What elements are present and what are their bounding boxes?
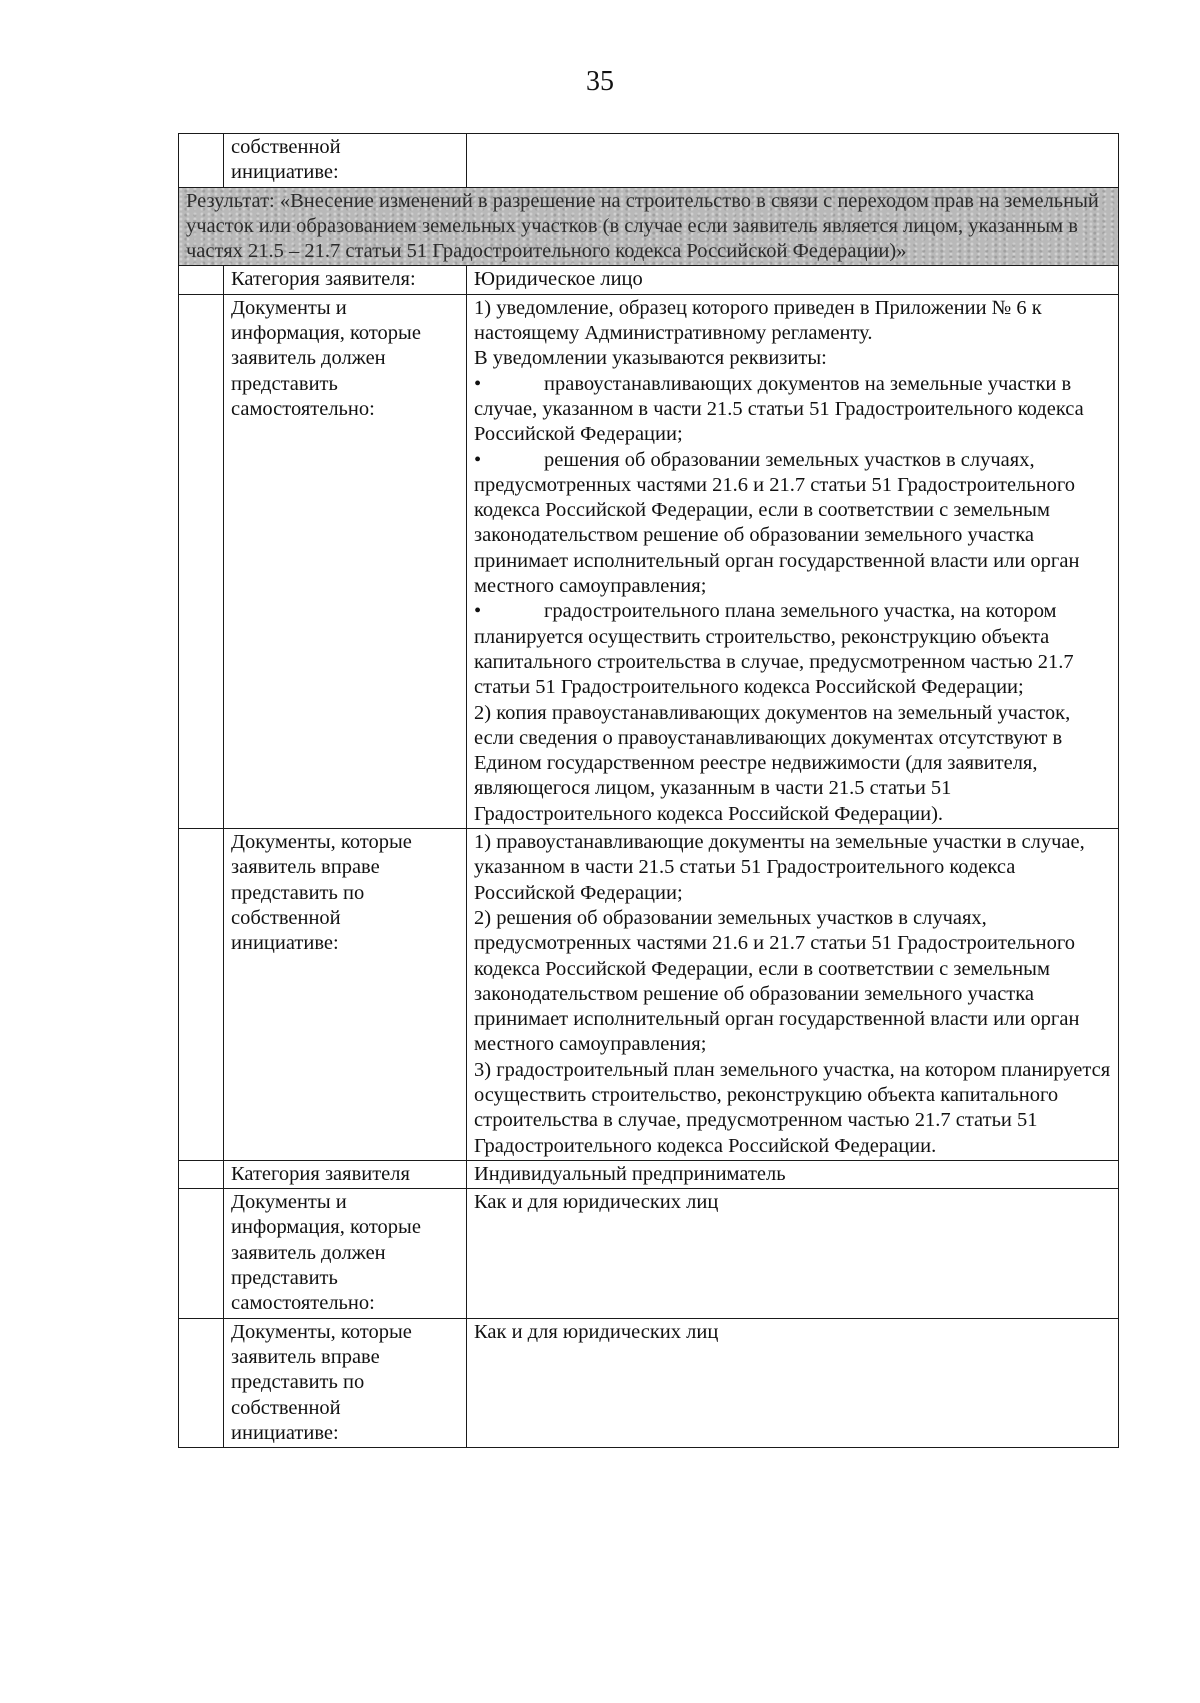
continued-row-label-text: собственной инициативе: <box>231 136 341 184</box>
result-header-text: Результат: «Внесение изменений в разрешение на строительство в связи с переходом прав на земельный участок или образованием земельных участков (в случае если заявитель является лицом, указанным в частях 21.5 – 21.7 статьи 51 Градостроительного кодекса Российской Федерации)» <box>186 189 1099 263</box>
category-label: Категория заявителя <box>224 1160 467 1188</box>
optional-docs-value: 1) правоустанавливающие документы на земельные участки в случае, указанном в части 21.5 статьи 51 Градостроительного кодекса Российской Федерации; 2) решения об образовании земельных участков в случаях, предусмотренных частями 21.6 и 21.7 статьи 51 Градостроительного кодекса Российской Федерации, если в соответствии с земельным законодательством решение об образовании земельного участка принимает исполнительный орган государственной власти или орган местного самоуправления; 3) градостроительный план земельного участка, на котором планируется осуществить строительство, реконструкцию объекта капитального строительства в случае, предусмотренном частью 21.7 статьи 51 Градостроительного кодекса Российской Федерации. <box>467 829 1119 1161</box>
category-label: Категория заявителя: <box>224 266 467 294</box>
category-row <box>179 1160 1119 1188</box>
page-number: 35 <box>586 66 614 97</box>
required-docs-row <box>179 1189 1119 1318</box>
empty-index-cell <box>179 294 224 828</box>
required-docs-row <box>179 294 1119 828</box>
required-docs-label: Документы и информация, которые заявитель должен представить самостоятельно: <box>224 294 467 828</box>
empty-index-cell <box>179 829 224 1161</box>
optional-docs-row <box>179 829 1119 1161</box>
category-value: Индивидуальный предприниматель <box>467 1160 1119 1188</box>
required-docs-intro: 1) уведомление, образец которого приведен в Приложении № 6 к настоящему Административному регламенту. В уведомлении указываются реквизиты: <box>474 296 1042 370</box>
bullet-item: • градостроительного плана земельного участка, на котором планируется осуществить строительство, реконструкцию объекта капитального строительства в случае, предусмотренном частью 21.7 статьи 51 Градостроительного кодекса Российской Федерации; <box>474 600 1074 699</box>
continued-row-value <box>467 134 1119 188</box>
bullet-item: • правоустанавливающих документов на земельные участки в случае, указанном в части 21.5 статьи 51 Градостроительного кодекса Российской Федерации; <box>474 372 1084 446</box>
empty-index-cell <box>179 1318 224 1447</box>
category-row <box>179 266 1119 294</box>
bullet-glyph: • <box>474 448 482 471</box>
bullet-item: • решения об образовании земельных участков в случаях, предусмотренных частями 21.6 и 21.7 статьи 51 Градостроительного кодекса Российской Федерации, если в соответствии с земельным законодательством решение об образовании земельного участка принимает исполнительный орган государственной власти или орган местного самоуправления; <box>474 448 1080 598</box>
empty-index-cell <box>179 266 224 294</box>
result-header-row <box>179 187 1119 266</box>
optional-docs-label: Документы, которые заявитель вправе представить по собственной инициативе: <box>224 829 467 1161</box>
bullet-glyph: • <box>474 372 482 395</box>
bullet-glyph: • <box>474 600 482 623</box>
required-docs-label: Документы и информация, которые заявитель должен представить самостоятельно: <box>224 1189 467 1318</box>
optional-docs-row <box>179 1318 1119 1447</box>
empty-index-cell <box>179 1160 224 1188</box>
required-docs-value <box>467 294 1119 828</box>
continued-row-label <box>224 134 467 188</box>
documents-table <box>178 133 1119 1448</box>
empty-index-cell <box>179 134 224 188</box>
optional-docs-value: Как и для юридических лиц <box>467 1318 1119 1447</box>
continued-row <box>179 134 1119 188</box>
result-header <box>179 187 1119 266</box>
required-docs-item-2: 2) копия правоустанавливающих документов на земельный участок, если сведения о правоустанавливающих документах отсутствуют в Едином государственном реестре недвижимости (для заявителя, являющегося лицом, указанным в части 21.5 статьи 51 Градостроительного кодекса Российской Федерации). <box>474 701 1071 825</box>
required-docs-value: Как и для юридических лиц <box>467 1189 1119 1318</box>
category-value: Юридическое лицо <box>467 266 1119 294</box>
optional-docs-label: Документы, которые заявитель вправе представить по собственной инициативе: <box>224 1318 467 1447</box>
empty-index-cell <box>179 1189 224 1318</box>
